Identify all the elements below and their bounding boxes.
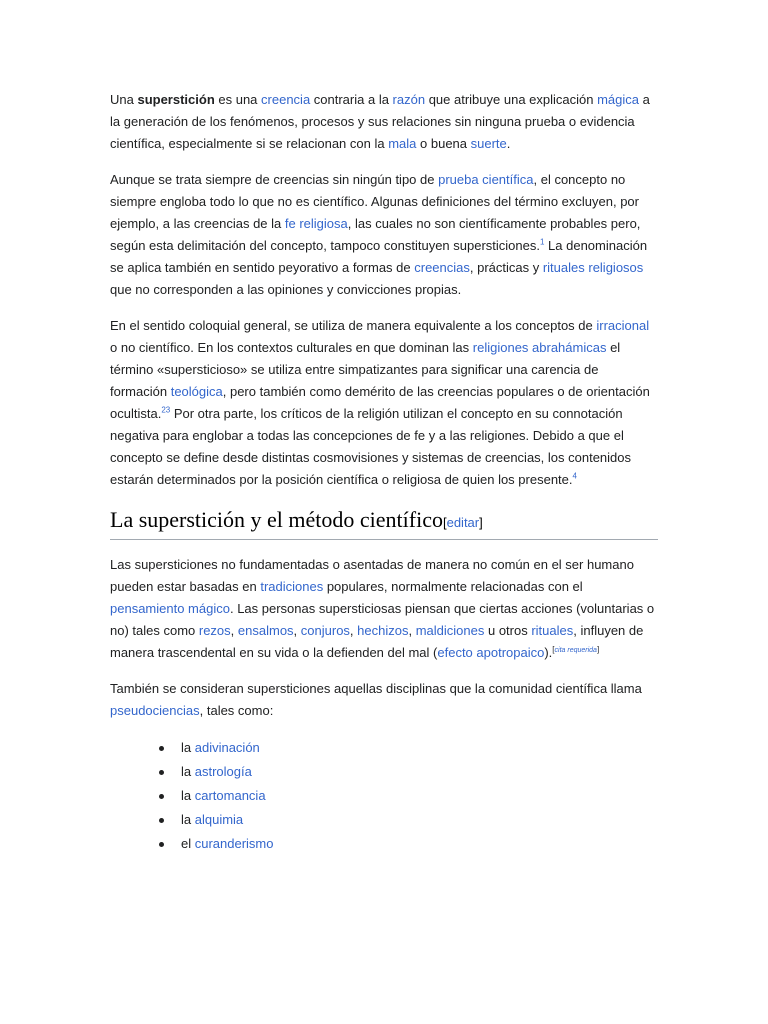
list-item: la cartomancia <box>181 784 658 808</box>
footnote-23[interactable]: 23 <box>161 405 171 415</box>
link-teologica[interactable]: teológica <box>170 384 223 399</box>
list-item: la astrología <box>181 760 658 784</box>
edit-link[interactable]: editar <box>446 515 480 530</box>
link-razon[interactable]: razón <box>392 92 426 107</box>
pseudoscience-list <box>110 736 658 856</box>
section-heading <box>110 505 658 540</box>
footnote-4[interactable]: 4 <box>572 471 577 481</box>
citation-needed-link[interactable]: cita requerida <box>554 646 597 654</box>
link-ensalmos[interactable]: ensalmos <box>237 623 294 638</box>
link-rituales-religiosos[interactable]: rituales religiosos <box>542 260 644 275</box>
link-maldiciones[interactable]: maldiciones <box>415 623 485 638</box>
article-content <box>110 89 658 856</box>
paragraph-colloquial: En el sentido coloquial general, se utiliza de manera equivalente a los conceptos de irracional o no científico. En los contextos culturales en que dominan las religiones abrahámicas el término «supersticioso» se utiliza entre simpatizantes para significar una carencia de formación teológica, pero también como demérito de las creencias populares o de orientación ocultista.$^{23}$ Por otra parte, los críticos de la religión utilizan el concepto en su connotación negativa para englobar a todas las concepciones de fe y a las religiones. Debido a que el concepto se define desde distintas cosmovisiones y sistemas de creencias, los contenidos estarán determinados por la posición científica o religiosa de quien los presente.$^4$ <box>110 318 650 487</box>
link-mala[interactable]: mala <box>388 136 417 151</box>
link-creencia[interactable]: creencia <box>261 92 311 107</box>
paragraph-intro: Una superstición es una creencia contraria a la razón que atribuye una explicación mágica a la generación de los fenómenos, procesos y sus relaciones sin ninguna prueba o evidencia científica, especialmente si se relacionan con la mala o buena suerte. <box>110 92 650 151</box>
citation-needed: [cita requerida] <box>552 644 600 654</box>
link-fe-religiosa[interactable]: fe religiosa <box>284 216 348 231</box>
list-item: la adivinación <box>181 736 658 760</box>
paragraph-definition: Aunque se trata siempre de creencias sin ningún tipo de prueba científica, el concepto no siempre engloba todo lo que no es científico. Algunas definiciones del término excluyen, por ejemplo, a las creencias de la fe religiosa, las cuales no son científicamente probables pero, según esta delimitación del concepto, tampoco constituyen supersticiones.$^1$ La denominación se aplica también en sentido peyorativo a formas de creencias, prácticas y rituales religiosos que no corresponden a las opiniones y convicciones propias. <box>110 172 648 297</box>
edit-section-link: [editar] <box>442 515 483 530</box>
link-creencias[interactable]: creencias <box>414 260 470 275</box>
link-hechizos[interactable]: hechizos <box>357 623 409 638</box>
link-religiones-abrahamicas[interactable]: religiones abrahámicas <box>472 340 607 355</box>
paragraph-traditions: Las supersticiones no fundamentadas o asentadas de manera no común en el ser humano pueden estar basadas en tradiciones populares, normalmente relacionadas con el pensamiento mágico. Las personas supersticiosas piensan que ciertas acciones (voluntarias o no) tales como rezos, ensalmos, conjuros, hechizos, maldiciones u otros rituales, influyen de manera trascendental en su vida o la defienden del mal (efecto apotropaico).[cita requerida] <box>110 557 655 660</box>
link-rituales[interactable]: rituales <box>531 623 574 638</box>
link-cartomancia[interactable]: cartomancia <box>194 788 266 803</box>
link-suerte[interactable]: suerte <box>470 136 507 151</box>
link-astrologia[interactable]: astrología <box>194 764 252 779</box>
bold-term: superstición <box>137 92 215 107</box>
link-curanderismo[interactable]: curanderismo <box>194 836 274 851</box>
link-irracional[interactable]: irracional <box>596 318 650 333</box>
link-pensamiento-magico[interactable]: pensamiento mágico <box>110 601 230 616</box>
link-conjuros[interactable]: conjuros <box>300 623 350 638</box>
link-rezos[interactable]: rezos <box>198 623 231 638</box>
section-title: La superstición y el método científico <box>110 507 443 532</box>
link-prueba-cientifica[interactable]: prueba científica <box>438 172 534 187</box>
paragraph-pseudoscience: También se consideran supersticiones aquellas disciplinas que la comunidad científica llama pseudociencias, tales como: <box>110 681 642 718</box>
link-pseudociencias[interactable]: pseudociencias <box>110 703 200 718</box>
link-magica[interactable]: mágica <box>597 92 640 107</box>
list-item: el curanderismo <box>181 832 658 856</box>
list-item: la alquimia <box>181 808 658 832</box>
link-alquimia[interactable]: alquimia <box>194 812 244 827</box>
footnote-1[interactable]: 1 <box>539 237 545 247</box>
link-tradiciones[interactable]: tradiciones <box>260 579 324 594</box>
link-efecto-apotropaico[interactable]: efecto apotropaico <box>437 645 545 660</box>
link-adivinacion[interactable]: adivinación <box>194 740 260 755</box>
